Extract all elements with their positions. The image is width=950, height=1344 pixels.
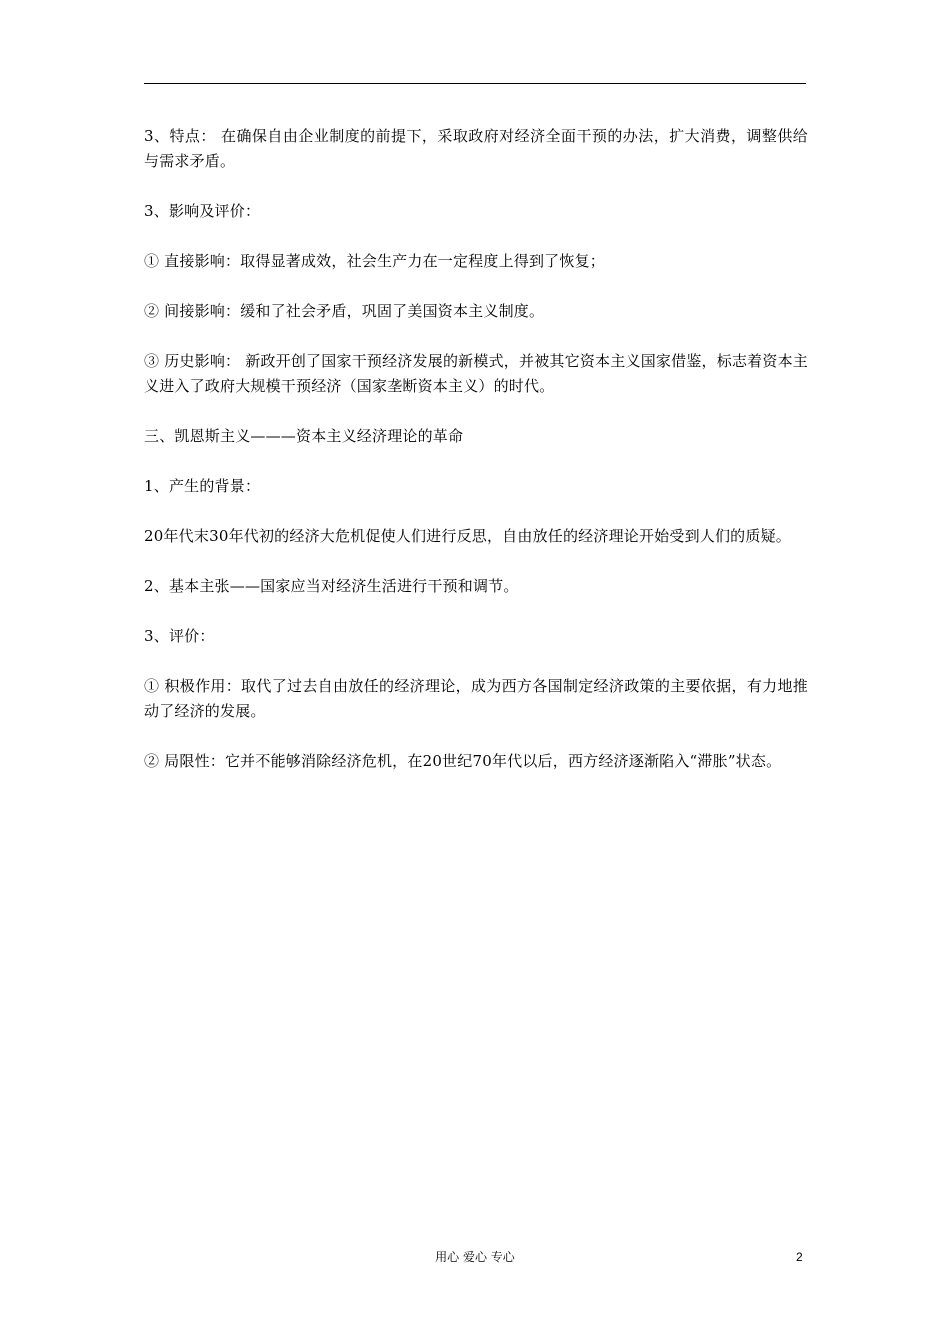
document-body: [144, 124, 808, 799]
paragraph-characteristics: 3、特点： 在确保自由企业制度的前提下，采取政府对经济全面干预的办法，扩大消费，调整供给与需求矛盾。: [144, 127, 808, 170]
paragraph-impact-heading: 3、影响及评价：: [144, 202, 261, 220]
paragraph-background: 20年代末30年代初的经济大危机促使人们进行反思，自由放任的经济理论开始受到人们的质疑。: [144, 527, 791, 545]
section-heading-keynesianism: 三、凯恩斯主义———资本主义经济理论的革命: [144, 427, 464, 445]
paragraph-basic-claim: 2、基本主张——国家应当对经济生活进行干预和调节。: [144, 577, 519, 595]
paragraph-evaluation-heading: 3、评价：: [144, 627, 215, 645]
paragraph-indirect-impact: ② 间接影响：缓和了社会矛盾，巩固了美国资本主义制度。: [144, 302, 545, 320]
paragraph-historical-impact: ③ 历史影响： 新政开创了国家干预经济发展的新模式，并被其它资本主义国家借鉴，标志着资本主义进入了政府大规模干预经济（国家垄断资本主义）的时代。: [144, 352, 808, 395]
header-rule: [144, 83, 806, 84]
page-number: 2: [796, 1250, 803, 1264]
paragraph-direct-impact: ① 直接影响：取得显著成效，社会生产力在一定程度上得到了恢复；: [144, 252, 605, 270]
paragraph-positive-role: ① 积极作用：取代了过去自由放任的经济理论，成为西方各国制定经济政策的主要依据，有力地推动了经济的发展。: [144, 677, 808, 720]
footer-slogan: 用心 爱心 专心: [435, 1250, 515, 1264]
paragraph-limitations: ② 局限性：它并不能够消除经济危机，在20世纪70年代以后，西方经济逐渐陷入“滞胀”状态。: [144, 752, 782, 770]
paragraph-background-heading: 1、产生的背景：: [144, 477, 261, 495]
